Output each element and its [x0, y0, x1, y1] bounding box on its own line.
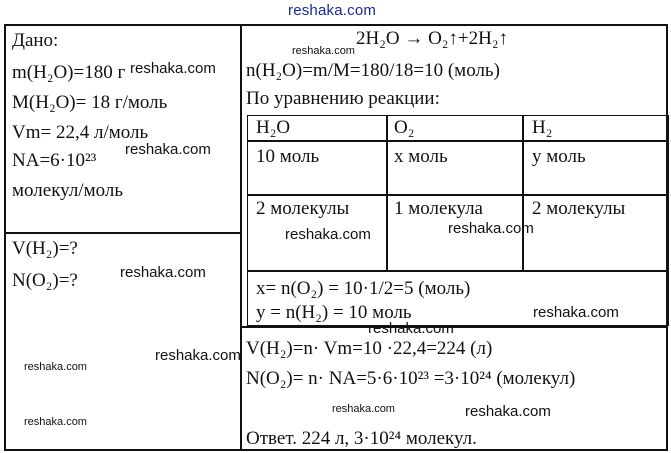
- table-row-divider-3: [248, 270, 667, 272]
- divider-vertical: [240, 26, 242, 449]
- given-molar-mass-water: M(H₂O)= 18 г/моль: [12, 92, 168, 113]
- given-avogadro: NA=6·10²³: [12, 150, 97, 171]
- watermark: reshaka.com: [130, 60, 216, 77]
- table-cell-oxygen-moles: x моль: [394, 146, 448, 167]
- given-avogadro-unit: молекул/моль: [12, 180, 123, 201]
- table-cell-hydrogen-molecules: 2 молекулы: [532, 198, 626, 219]
- find-volume-h2: V(H₂)=?: [12, 238, 78, 259]
- watermark: reshaka.com: [533, 304, 619, 321]
- watermark: reshaka.com: [448, 220, 534, 237]
- moles-water-line: n(H₂O)=m/M=180/18=10 (моль): [246, 60, 500, 81]
- table-cell-hydrogen-moles: y моль: [532, 146, 586, 167]
- by-equation-line: По уравнению реакции:: [246, 88, 440, 109]
- watermark: reshaka.com: [24, 416, 87, 428]
- table-cell-oxygen-molecules: 1 молекула: [394, 198, 483, 219]
- table-cell-water-moles: 10 моль: [256, 146, 320, 167]
- table-row-divider-1: [248, 140, 667, 142]
- table-cell-water-molecules: 2 молекулы: [256, 198, 350, 219]
- given-molar-volume: Vm= 22,4 л/моль: [12, 122, 149, 143]
- watermark: reshaka.com: [368, 320, 454, 337]
- watermark: reshaka.com: [292, 45, 355, 57]
- y-calculation: y = n(H₂) = 10 моль: [256, 302, 412, 323]
- watermark: reshaka.com: [24, 361, 87, 373]
- reaction-equation: 2H₂O → O₂↑+2H₂↑: [356, 28, 508, 49]
- divider-given-find: [6, 232, 240, 234]
- watermark: reshaka.com: [285, 226, 371, 243]
- table-header-oxygen: O₂: [394, 117, 415, 138]
- answer-line: Ответ. 224 л, 3·10²⁴ молекул.: [246, 428, 477, 449]
- number-calculation: N(O₂)= n· NA=5·6·10²³ =3·10²⁴ (молекул): [246, 368, 576, 389]
- table-row-divider-2: [248, 194, 667, 196]
- table-header-water: H₂O: [256, 117, 291, 138]
- x-calculation: x= n(O₂) = 10·1/2=5 (моль): [256, 278, 471, 299]
- find-number-o2: N(O₂)=?: [12, 270, 78, 291]
- divider-calculations: [242, 326, 667, 328]
- watermark: reshaka.com: [155, 347, 241, 364]
- watermark: reshaka.com: [332, 403, 395, 415]
- volume-calculation: V(H₂)=n· Vm=10 ·22,4=224 (л): [246, 338, 493, 359]
- watermark: reshaka.com: [120, 264, 206, 281]
- given-header: Дано:: [12, 30, 59, 51]
- given-mass-water: m(H₂O)=180 г: [12, 62, 126, 83]
- table-header-hydrogen: H₂: [532, 117, 553, 138]
- watermark-top: reshaka.com: [288, 2, 377, 19]
- watermark: reshaka.com: [125, 141, 211, 158]
- watermark: reshaka.com: [465, 403, 551, 420]
